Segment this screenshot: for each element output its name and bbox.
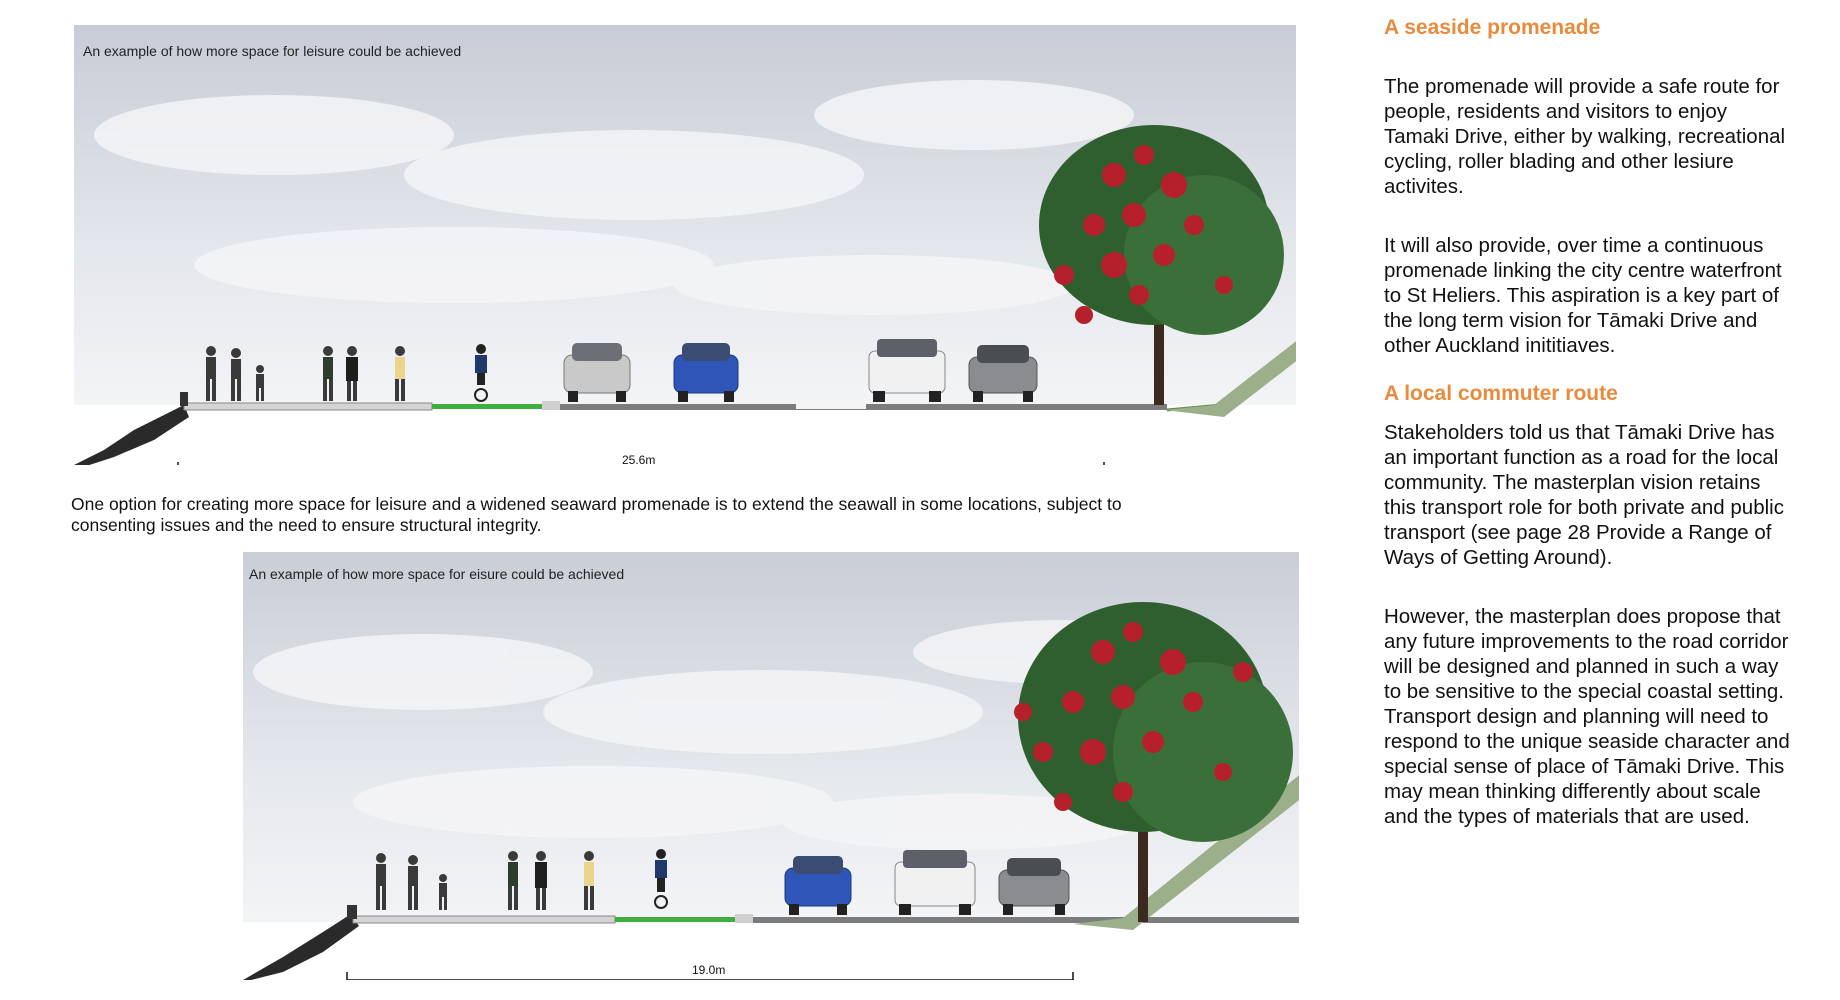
- paragraph-continuous-promenade: It will also provide, over time a continuous promenade linking the city centre waterfront to St Heliers. This aspiration is a key part of the long term vision for Tāmaki Drive and other Auckland inititiaves.: [1384, 234, 1782, 357]
- cycle-lane: [615, 917, 735, 922]
- top-cross-section: [74, 25, 1296, 465]
- side-text-column: [1384, 14, 1794, 829]
- bottom-dimension-label: 19.0m: [692, 963, 726, 977]
- top-section-caption: An example of how more space for leisure could be achieved: [83, 43, 462, 59]
- bottom-cross-section: [243, 552, 1299, 980]
- car-silver: [564, 343, 630, 402]
- heading-seaside-promenade: A seaside promenade: [1384, 16, 1601, 39]
- car-grey: [999, 858, 1069, 915]
- car-grey: [969, 345, 1037, 402]
- cycle-lane: [432, 404, 542, 409]
- bottom-section-caption: An example of how more space for eisure could be achieved: [249, 566, 625, 582]
- extension-caption: One option for creating more space for leisure and a widened seaward promenade is to extend the seawall in some locations, subject to consenting issues and the need to ensure structural integrity.: [71, 494, 1122, 535]
- car-blue: [785, 856, 851, 915]
- heading-local-commuter-route: A local commuter route: [1384, 382, 1618, 405]
- bottom-section-illustration: [243, 552, 1299, 980]
- car-blue: [674, 343, 738, 402]
- car-white-suv: [895, 850, 975, 915]
- road-surface: [735, 917, 1299, 923]
- paragraph-promenade-route: The promenade will provide a safe route for people, residents and visitors to enjoy Tamaki Drive, either by walking, recreational cycling, roller blading and other lesiure activites.: [1384, 75, 1786, 198]
- paragraph-masterplan: However, the masterplan does propose that any future improvements to the road corridor will be designed and planned in such a way to be sensitive to the special coastal setting. Transport design and planning will need to respond to the unique seaside character and special sense of place of Tāmaki Drive. This may mean thinking differently about scale and the types of materials that are used.: [1384, 605, 1790, 828]
- car-white-suv: [869, 339, 945, 402]
- top-dimension-label: 25.6m: [622, 453, 656, 465]
- promenade: [353, 916, 615, 923]
- paragraph-stakeholders: Stakeholders told us that Tāmaki Drive has an important function as a road for the local community. The masterplan vision retains this transport role for both private and public transport (see page 28 Provide a Range of Ways of Getting Around).: [1384, 421, 1784, 569]
- top-section-illustration: [74, 25, 1296, 465]
- promenade: [184, 403, 432, 410]
